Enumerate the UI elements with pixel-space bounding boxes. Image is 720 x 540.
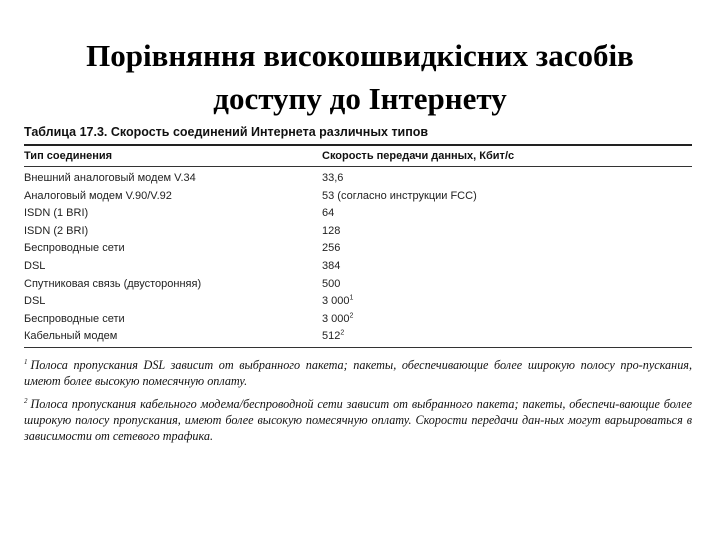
footnote-mark: 2 bbox=[349, 312, 354, 320]
cell-connection-type: DSL bbox=[24, 295, 46, 308]
cell-connection-type: Спутниковая связь (двусторонняя) bbox=[24, 277, 202, 290]
cell-speed bbox=[322, 260, 340, 272]
footnote-number: 2 bbox=[24, 397, 28, 406]
cell-speed bbox=[322, 242, 340, 254]
footnote bbox=[24, 354, 692, 389]
table-row bbox=[0, 223, 720, 241]
cell-connection-type: ISDN (2 BRI) bbox=[24, 224, 89, 237]
footnote-number: 1 bbox=[24, 358, 28, 366]
cell-connection-type: DSL bbox=[24, 259, 46, 272]
speed-value: 128 bbox=[322, 224, 341, 237]
cell-connection-type: Беспроводные сети bbox=[24, 312, 125, 325]
cell-connection-type: Кабельный модем bbox=[24, 330, 118, 343]
table-row bbox=[0, 293, 720, 311]
title-line-2: доступу до Інтернету bbox=[213, 81, 507, 116]
speed-value: 256 bbox=[322, 242, 341, 255]
column-header-type: Тип соединения bbox=[24, 150, 113, 162]
cell-speed bbox=[322, 278, 340, 290]
footnote-mark: 2 bbox=[340, 329, 345, 337]
cell-connection-type: Аналоговый модем V.90/V.92 bbox=[24, 189, 172, 202]
table-row bbox=[0, 240, 720, 258]
cell-speed bbox=[322, 225, 340, 237]
footnote-mark: 1 bbox=[349, 294, 354, 302]
table-row bbox=[0, 311, 720, 329]
cell-speed bbox=[322, 207, 334, 219]
column-header-speed: Скорость передачи данных, Кбит/с bbox=[322, 150, 515, 162]
footnote-text: Полоса пропускания кабельного модема/беспроводной сети зависит от выбранного пакета; пакеты, обеспечи-вающие более широкую полосу пропускания, имеют более высокую помесячную оплату. Скорости передачи дан-ных могут варьироваться в зависимости от сетевого трафика. bbox=[24, 397, 692, 444]
table-row bbox=[0, 170, 720, 188]
cell-speed bbox=[322, 313, 353, 325]
table-row bbox=[0, 205, 720, 223]
cell-speed bbox=[322, 295, 353, 307]
speed-value: 512 bbox=[322, 330, 341, 343]
speed-value: 53 (согласно инструкции FCC) bbox=[322, 189, 477, 202]
table-row bbox=[0, 328, 720, 346]
cell-speed bbox=[322, 172, 343, 184]
speed-value: 33,6 bbox=[322, 172, 344, 184]
slide-title bbox=[20, 34, 700, 120]
speed-value: 3 000 bbox=[322, 312, 350, 325]
table-bottom-rule bbox=[24, 347, 692, 348]
table-top-rule bbox=[24, 144, 692, 146]
table-body bbox=[0, 170, 720, 346]
table-row bbox=[0, 276, 720, 294]
cell-connection-type: Внешний аналоговый модем V.34 bbox=[24, 172, 196, 184]
table-row bbox=[0, 188, 720, 206]
table-header-rule bbox=[24, 166, 692, 167]
footnotes bbox=[24, 354, 692, 448]
title-line-1: Порівняння високошвидкісних засобів bbox=[86, 38, 634, 73]
speed-value: 3 000 bbox=[322, 295, 350, 308]
cell-speed bbox=[322, 190, 477, 202]
footnote-text: Полоса пропускания DSL зависит от выбранного пакета; пакеты, обеспечивающие более широкую полосу про-пускания, имеют более высокую помесячную оплату. bbox=[24, 358, 692, 389]
footnote bbox=[24, 393, 692, 444]
cell-connection-type: ISDN (1 BRI) bbox=[24, 207, 89, 220]
speed-value: 64 bbox=[322, 207, 335, 220]
speed-value: 384 bbox=[322, 259, 341, 272]
cell-connection-type: Беспроводные сети bbox=[24, 242, 125, 255]
speed-value: 500 bbox=[322, 277, 341, 290]
cell-speed bbox=[322, 330, 344, 342]
table-caption: Таблица 17.3. Скорость соединений Интернета различных типов bbox=[24, 125, 429, 139]
table-row bbox=[0, 258, 720, 276]
